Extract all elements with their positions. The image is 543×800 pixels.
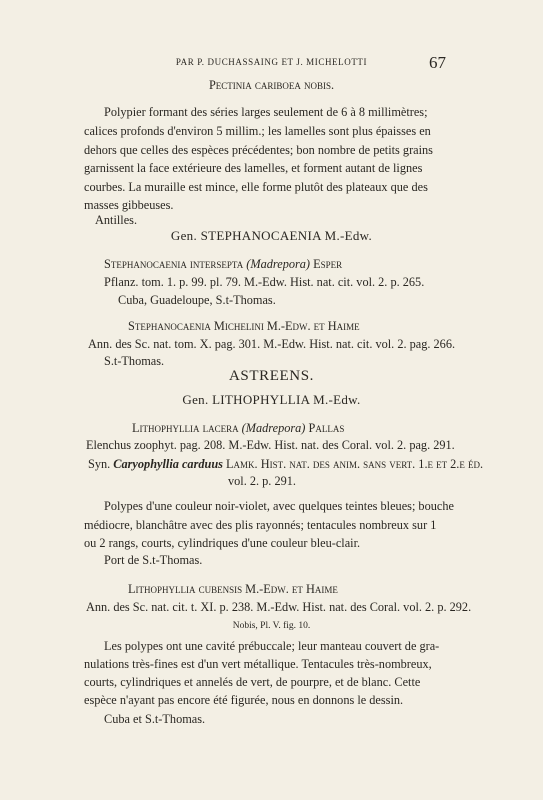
lacera-desc-line: Polypes d'une couleur noir-violet, avec quelques teintes bleues; bouche: [104, 499, 454, 513]
species-reference: Ann. des Sc. nat. tom. X. pag. 301. M.-Edw. Hist. nat. cit. vol. 2. pag. 266.: [88, 337, 456, 351]
species-author: Pallas: [308, 421, 345, 435]
cubensis-desc-line: nulations très-fines est d'un vert métallique. Tentacules très-nombreux,: [84, 657, 432, 671]
species-heading-michelini: [128, 317, 360, 336]
species-locality: Cuba et S.t-Thomas.: [104, 712, 206, 726]
pectinia-locality: Antilles.: [95, 213, 138, 227]
species-heading-pectinia: Pectinia cariboea nobis.: [208, 78, 335, 92]
species-locality: Port de S.t-Thomas.: [104, 553, 203, 567]
figure-reference: Nobis, Pl. V. fig. 10.: [232, 621, 311, 631]
cubensis-desc-line: courts, cylindriques et annelés de vert, de pourpre, et de blanc. Cette: [84, 675, 421, 689]
species-locality: Cuba, Guadeloupe, S.t-Thomas.: [118, 293, 276, 307]
species-reference: Pflanz. tom. 1. p. 99. pl. 79. M.-Edw. Hist. nat. cit. vol. 2. p. 265.: [104, 275, 425, 289]
lacera-desc-line: médiocre, blanchâtre avec des plis rayonnés; tentacules nombreux sur 1: [84, 518, 437, 532]
species-author: Esper: [313, 257, 343, 271]
pectinia-desc-line: courbes. La muraille est mince, elle forme plutôt des plateaux que des: [84, 180, 428, 194]
pectinia-desc-line: Polypier formant des séries larges seulement de 6 à 8 millimètres;: [104, 105, 428, 119]
species-reference: Elenchus zoophyt. pag. 208. M.-Edw. Hist. nat. des Coral. vol. 2. pag. 291.: [86, 438, 455, 452]
running-header: PAR P. DUCHASSAING ET J. MICHELOTTI: [175, 57, 368, 67]
page-number: 67: [429, 53, 446, 72]
lacera-desc-line: ou 2 rangs, courts, cylindriques d'une couleur bleu-clair.: [84, 536, 361, 550]
species-author: M.-Edw. et Haime: [245, 582, 338, 596]
species-name: Stephanocaenia intersepta: [104, 257, 244, 271]
cubensis-desc-line: Les polypes ont une cavité prébuccale; leur manteau couvert de gra-: [104, 639, 440, 653]
species-author: M.-Edw. et Haime: [266, 319, 360, 333]
species-heading-intersepta: [104, 255, 342, 274]
species-synonym: (Madrepora): [241, 421, 306, 435]
synonym-label: Syn.: [88, 457, 111, 471]
species-reference: Ann. des Sc. nat. cit. t. XI. p. 238. M.-Edw. Hist. nat. des Coral. vol. 2. p. 292.: [86, 600, 472, 614]
genus-heading-lithophyllia: Gen. LITHOPHYLLIA M.-Edw.: [182, 392, 361, 407]
synonym-reference: Lamk. Hist. nat. des anim. sans vert. 1.e et 2.e éd.: [226, 457, 484, 471]
synonym-reference-cont: vol. 2. p. 291.: [228, 474, 296, 488]
pectinia-desc-line: masses gibbeuses.: [84, 198, 174, 212]
pectinia-desc-line: dehors que celles des espèces précédentes; bon nombre de petits grains: [84, 143, 433, 157]
family-heading-astreens: ASTREENS.: [229, 368, 314, 384]
species-name: Stephanocaenia Michelini: [128, 319, 264, 333]
species-name: Lithophyllia cubensis: [128, 582, 243, 596]
synonym-name: Caryophyllia carduus: [113, 457, 223, 471]
cubensis-desc-line: espèce n'ayant pas encore été figurée, nous en donnons le dessin.: [84, 693, 404, 707]
species-synonym: (Madrepora): [246, 257, 311, 271]
species-heading-cubensis: [128, 580, 338, 599]
species-locality: S.t-Thomas.: [104, 354, 165, 368]
pectinia-desc-line: garnissent la face extérieure des lamelles, et forment autant de lignes: [84, 161, 423, 175]
species-name: Lithophyllia lacera: [132, 421, 239, 435]
genus-heading-stephanocaenia: Gen. STEPHANOCAENIA M.-Edw.: [170, 228, 373, 243]
pectinia-desc-line: calices profonds d'environ 5 millim.; les lamelles sont plus épaisses en: [84, 124, 431, 138]
